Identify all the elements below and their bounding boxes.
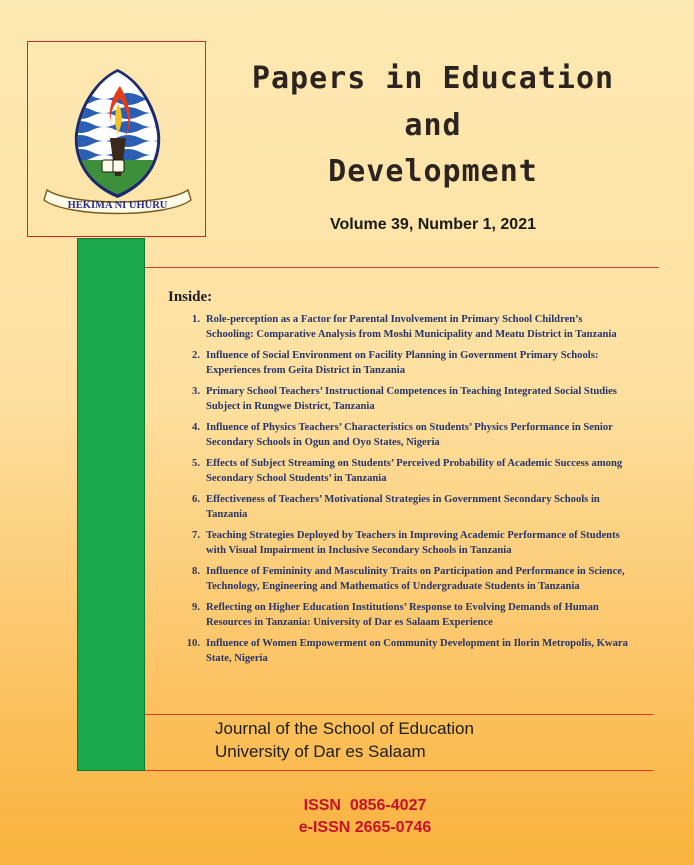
list-item (168, 421, 630, 450)
list-item (168, 313, 630, 342)
journal-title-line1: Papers in Education (251, 61, 615, 96)
item-number: 9. (192, 602, 200, 613)
article-title: Effectiveness of Teachers’ Motivational Strategies in Government Secondary Schools in Tanzania (206, 494, 600, 520)
article-title: Influence of Social Environment on Facility Planning in Government Primary Schools: Experiences from Geita District in Tanzania (206, 350, 599, 376)
motto-text: HEKIMA NI UHURU (67, 200, 168, 211)
university-crest-icon (28, 42, 207, 238)
green-accent-bar (77, 238, 145, 771)
article-title: Role-perception as a Factor for Parental Involvement in Primary School Children’s Schooling: Comparative Analysis from Moshi Municipality and Meatu District in Tanzania (206, 314, 617, 340)
article-title: Influence of Women Empowerment on Community Development in Ilorin Metropolis, Kwara State, Nigeria (206, 638, 628, 664)
list-item (168, 601, 630, 630)
bottom-divider (145, 770, 653, 771)
list-item (168, 385, 630, 414)
volume-info: Volume 39, Number 1, 2021 (329, 216, 536, 233)
item-number: 8. (192, 566, 200, 577)
issn-online: e-ISSN 2665-0746 (298, 819, 432, 836)
publisher-line2: University of Dar es Salaam (215, 742, 426, 761)
list-item (168, 529, 630, 558)
item-number: 7. (192, 530, 200, 541)
inside-heading: Inside: (168, 289, 213, 305)
publisher-line1: Journal of the School of Education (215, 719, 474, 738)
list-item (168, 349, 630, 378)
list-item (168, 457, 630, 486)
top-divider (145, 267, 659, 268)
middle-divider (145, 714, 653, 715)
list-item (168, 493, 630, 522)
item-number: 1. (192, 314, 200, 325)
list-item (168, 565, 630, 594)
contents-list (168, 313, 630, 673)
item-number: 5. (192, 458, 200, 469)
item-number: 3. (192, 386, 200, 397)
issn-print: ISSN 0856-4027 (303, 797, 427, 814)
journal-title-line2: and (404, 108, 462, 143)
list-item (168, 637, 630, 666)
article-title: Influence of Physics Teachers’ Characteristics on Students’ Physics Performance in Senior Secondary Schools in Ogun and Oyo States, Nigeria (206, 422, 613, 448)
item-number: 10. (186, 638, 200, 649)
article-title: Primary School Teachers’ Instructional Competences in Teaching Integrated Social Studies Subject in Rungwe District, Tanzania (206, 386, 617, 412)
journal-title-line3: Development (328, 154, 538, 189)
article-title: Reflecting on Higher Education Institutions’ Response to Evolving Demands of Human Resources in Tanzania: University of Dar es Salaam Experience (206, 602, 599, 628)
item-number: 4. (192, 422, 200, 433)
emblem-frame (27, 41, 206, 237)
item-number: 2. (192, 350, 200, 361)
article-title: Influence of Femininity and Masculinity Traits on Participation and Performance in Science, Technology, Engineering and Mathematics of Undergraduate Students in Tanzania (206, 566, 625, 592)
item-number: 6. (192, 494, 200, 505)
article-title: Teaching Strategies Deployed by Teachers in Improving Academic Performance of Students with Visual Impairment in Inclusive Secondary Schools in Tanzania (206, 530, 620, 556)
article-title: Effects of Subject Streaming on Students’ Perceived Probability of Academic Success among Secondary School Students’ in Tanzania (206, 458, 623, 484)
